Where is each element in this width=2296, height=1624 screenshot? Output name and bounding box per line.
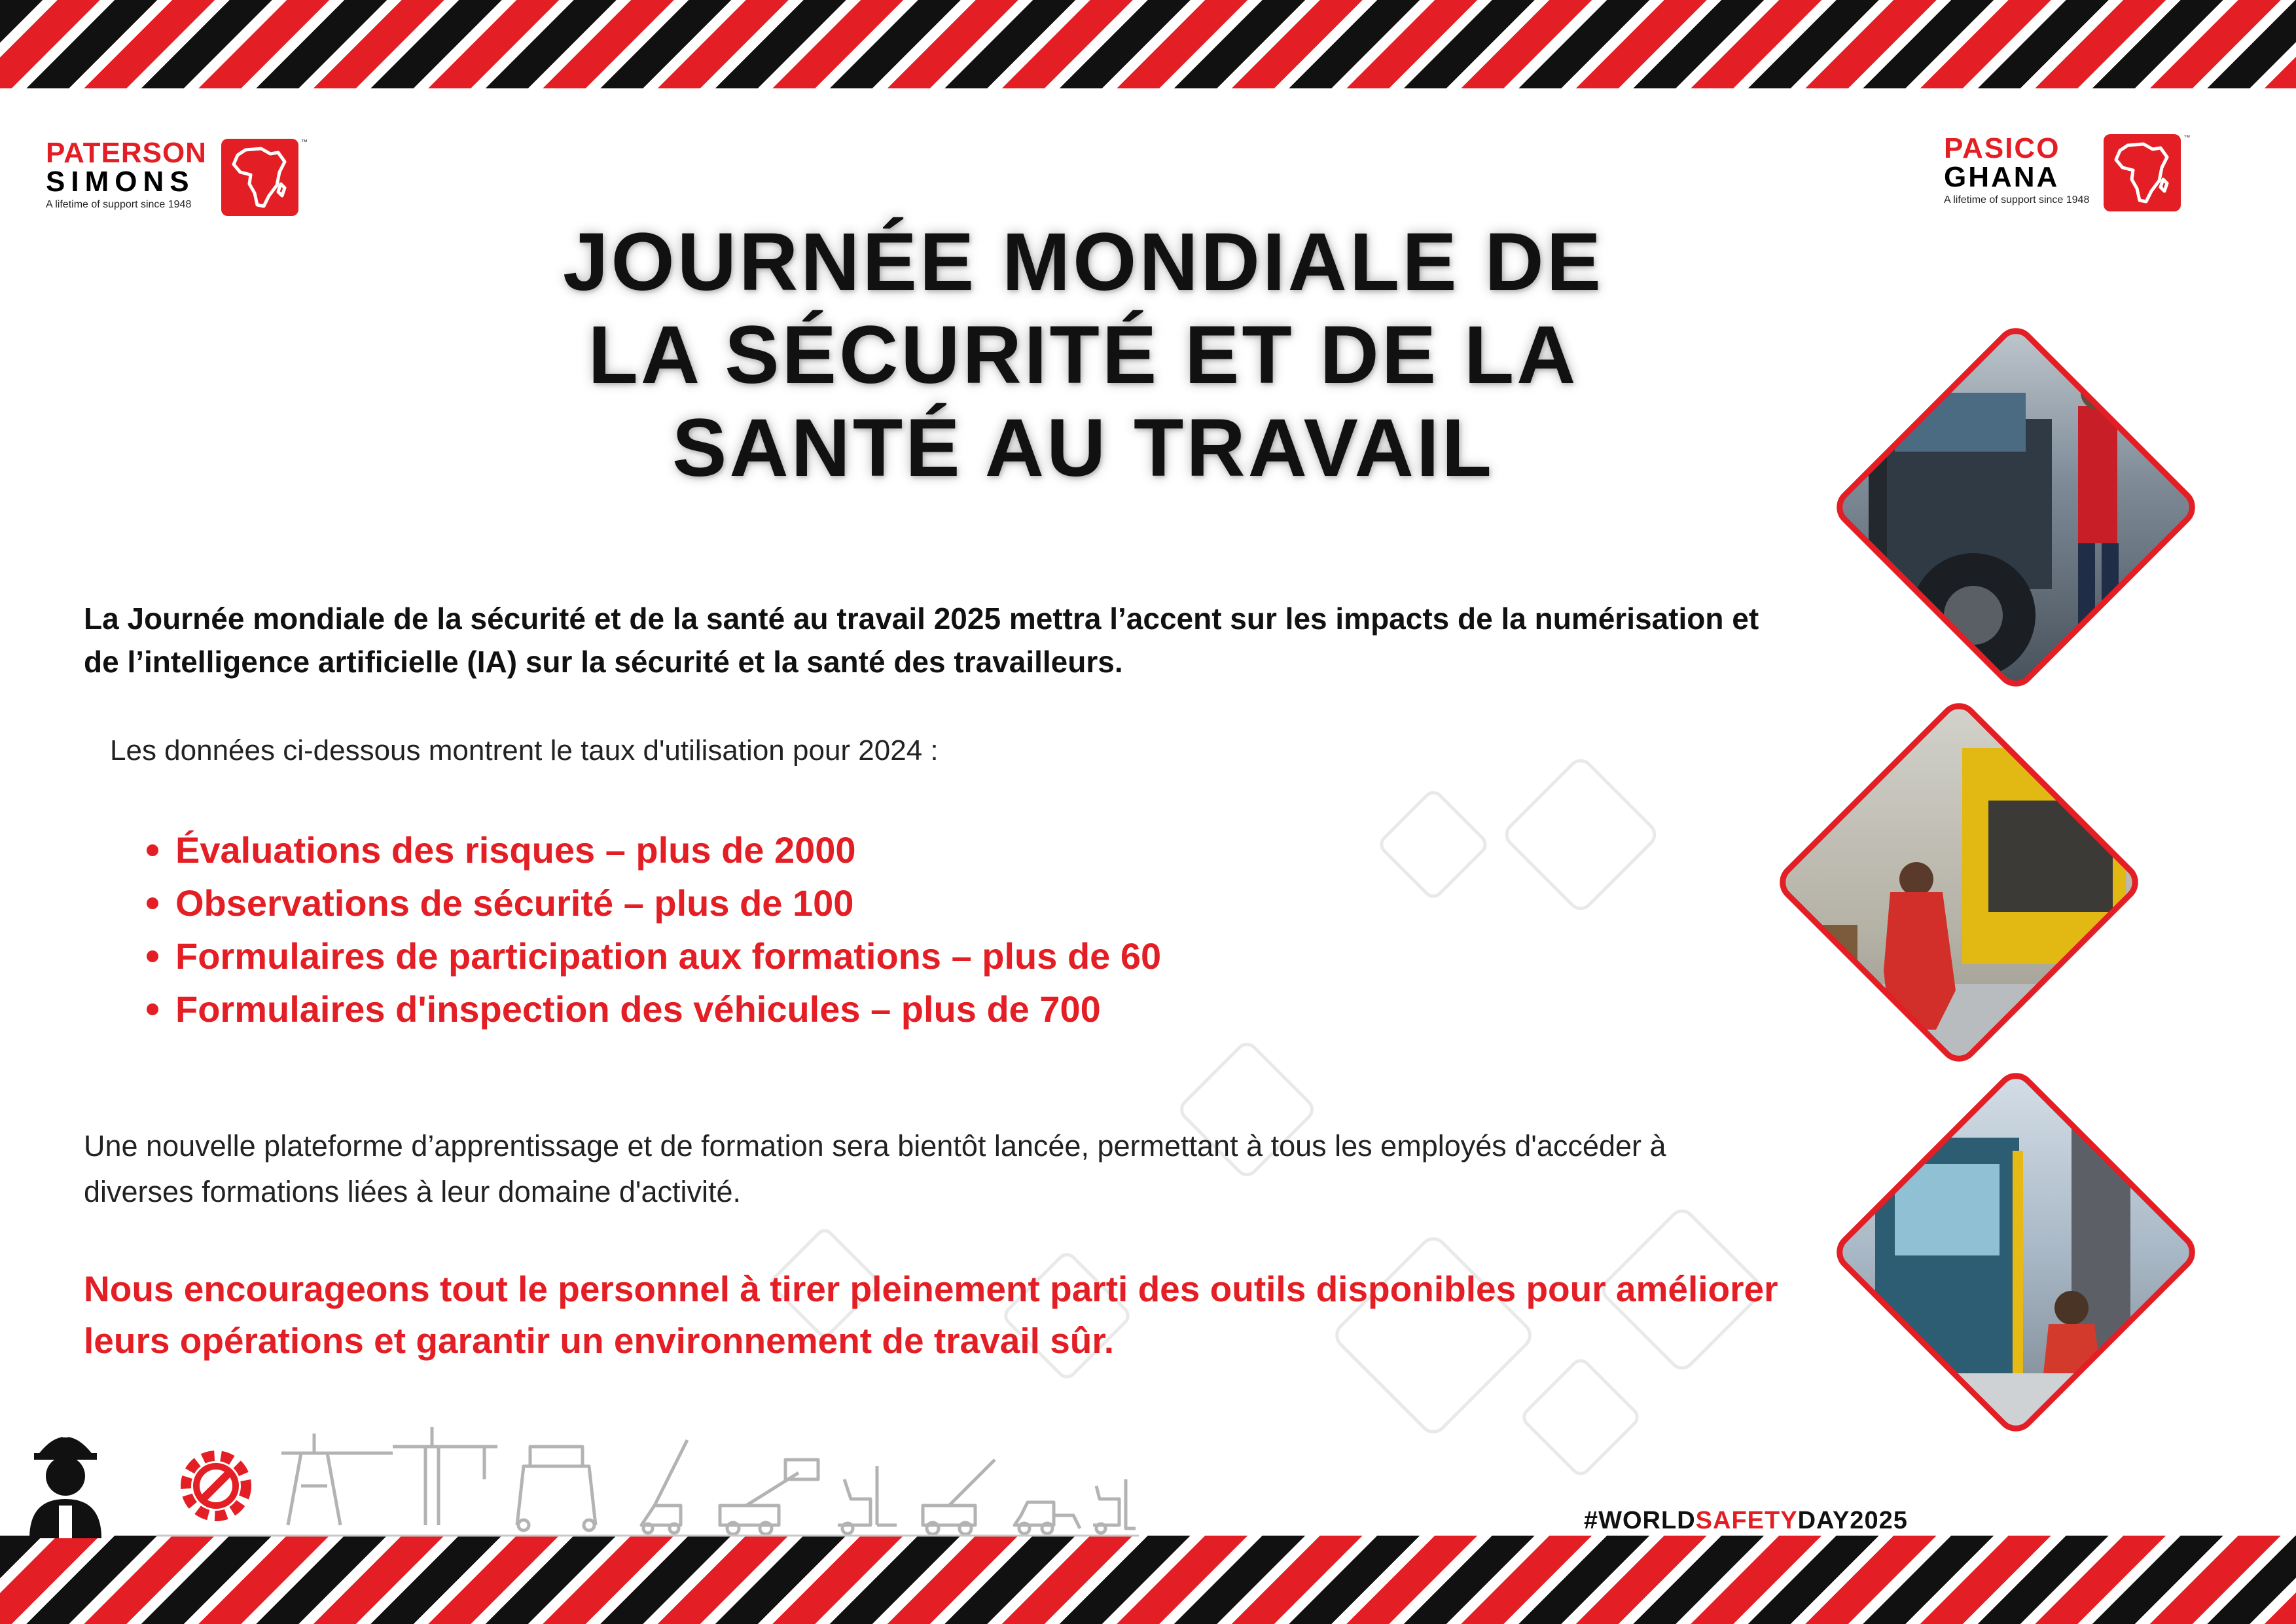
- bottom-hazard-stripe: [0, 1536, 2296, 1624]
- gantry-crane-icon: [281, 1434, 393, 1525]
- loader-icon: [1014, 1502, 1080, 1534]
- paterson-simons-logo: [46, 139, 308, 216]
- forklift-icon: [838, 1466, 897, 1534]
- title-line-2: LA SÉCURITÉ ET DE LA: [588, 310, 1579, 401]
- trademark-mark: ™: [300, 139, 308, 146]
- logo-word-1: PASICO: [1944, 132, 2060, 164]
- worker-helmet-icon: [29, 1424, 101, 1538]
- list-item: Formulaires de participation aux formations – plus de 60: [143, 929, 1161, 983]
- hashtag-part-1: #WORLD: [1584, 1507, 1696, 1534]
- logo-word-1: PATERSON: [46, 137, 207, 169]
- logo-tagline: A lifetime of support since 1948: [1944, 194, 2090, 206]
- list-item: Formulaires d'inspection des véhicules – plus de 700: [143, 983, 1161, 1036]
- hashtag-part-3: DAY2025: [1797, 1507, 1908, 1534]
- top-hazard-stripe: [0, 0, 2296, 88]
- page-title: [406, 216, 1761, 495]
- forklift-operator-photo: [1797, 288, 2235, 727]
- hashtag-part-2: SAFETY: [1695, 1507, 1798, 1534]
- reach-stacker-icon: [720, 1460, 818, 1534]
- straddle-carrier-icon: [517, 1447, 596, 1530]
- africa-icon: [221, 139, 298, 216]
- logo-word-2: SIMONS: [46, 166, 195, 198]
- telehandler-icon: [923, 1460, 995, 1534]
- platform-paragraph: Une nouvelle plateforme d’apprentissage et de formation sera bientôt lancée, permettant à tous les employés d'accéder à diverses formations liées à leur domaine d'activité.: [84, 1129, 1666, 1208]
- encourage-paragraph: Nous encourageons tout le personnel à tirer pleinement parti des outils disponibles pour améliorer leurs opérations et garantir un environnement de travail sûr.: [84, 1269, 1778, 1361]
- logo-tagline: A lifetime of support since 1948: [46, 199, 192, 210]
- title-line-3: SANTÉ AU TRAVAIL: [672, 403, 1495, 494]
- tower-crane-icon: [393, 1427, 497, 1525]
- small-forklift-icon: [1093, 1479, 1136, 1533]
- footer-equipment-icons: [26, 1407, 1139, 1538]
- intro-paragraph: La Journée mondiale de la sécurité et de la santé au travail 2025 mettra l’accent sur les impacts de la numérisation et de l’intelligence artificielle (IA) sur la sécurité et la santé des travailleurs.: [84, 602, 1759, 679]
- logo-word-2: GHANA: [1944, 161, 2060, 193]
- africa-icon: [2104, 134, 2181, 211]
- title-line-1: JOURNÉE MONDIALE DE: [562, 217, 1604, 308]
- world-safety-day-hashtag: [1584, 1507, 1908, 1535]
- gear-wrench-icon: [186, 1456, 246, 1516]
- list-item: Observations de sécurité – plus de 100: [143, 876, 1161, 929]
- stats-lead-text: Les données ci-dessous montrent le taux d'utilisation pour 2024 :: [110, 734, 939, 767]
- crane-cab-worker-photo: [1797, 1033, 2235, 1471]
- stats-list: [143, 823, 1161, 1036]
- mobile-crane-icon: [641, 1440, 687, 1533]
- list-item: Évaluations des risques – plus de 2000: [143, 823, 1161, 876]
- pasico-ghana-logo: [1944, 134, 2190, 211]
- trademark-mark: ™: [2183, 134, 2191, 141]
